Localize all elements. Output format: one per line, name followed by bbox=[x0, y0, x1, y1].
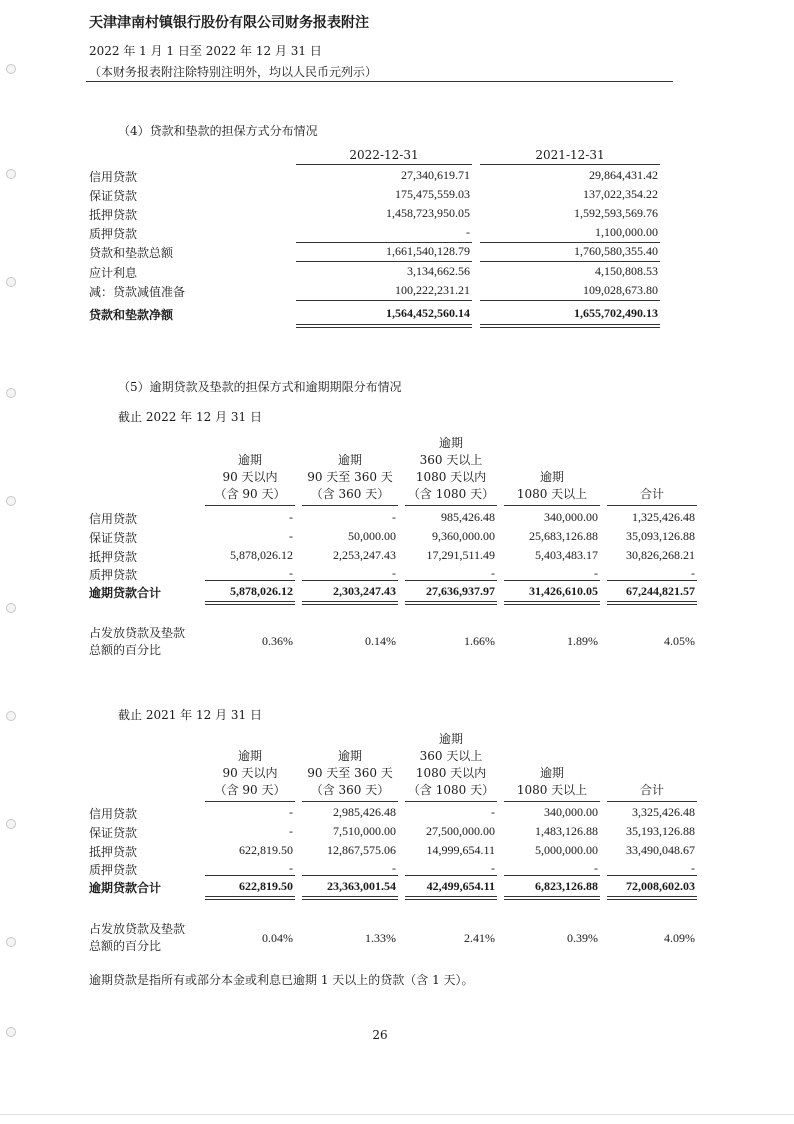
pct-label-line2: 总额的百分比 bbox=[89, 643, 162, 657]
cell: - bbox=[594, 861, 598, 875]
row-label: 质押贷款 bbox=[89, 227, 138, 241]
row-label: 抵押贷款 bbox=[89, 550, 138, 564]
punch-hole-icon bbox=[6, 603, 16, 613]
col-header-overdue-90: 逾期 90 天以内 （含 90 天） bbox=[214, 453, 286, 501]
double-rule bbox=[205, 601, 295, 605]
cell: - bbox=[392, 510, 396, 524]
pct-cell: 0.14% bbox=[365, 634, 396, 648]
cell: 27,500,000.00 bbox=[426, 824, 495, 838]
subtotal-rule bbox=[296, 242, 472, 243]
punch-hole-icon bbox=[6, 64, 16, 74]
double-rule bbox=[504, 601, 600, 605]
total-rule bbox=[480, 300, 660, 301]
cell: 12,867,575.06 bbox=[327, 843, 396, 857]
col-rule bbox=[480, 164, 660, 165]
cell: - bbox=[691, 566, 695, 580]
subtotal-rule bbox=[296, 261, 472, 262]
cell: 985,426.48 bbox=[441, 510, 495, 524]
cell: 340,000.00 bbox=[544, 805, 598, 819]
cell: 2,985,426.48 bbox=[333, 805, 396, 819]
as-of-date: 截止 2022 年 12 月 31 日 bbox=[118, 410, 262, 424]
total-cell: 6,823,126.88 bbox=[535, 879, 598, 893]
row-label: 保证贷款 bbox=[89, 189, 138, 203]
row-label: 质押贷款 bbox=[89, 863, 138, 877]
cell-2021: 1,100,000.00 bbox=[595, 225, 658, 239]
punch-hole-icon bbox=[6, 496, 16, 506]
cell: 5,403,483.17 bbox=[535, 548, 598, 562]
cell-2021: 1,760,580,355.40 bbox=[574, 244, 658, 258]
page-bottom-rule bbox=[0, 1114, 794, 1115]
cell: 35,193,126.88 bbox=[626, 824, 695, 838]
cell: 5,878,026.12 bbox=[230, 548, 293, 562]
cell: 7,510,000.00 bbox=[333, 824, 396, 838]
cell: - bbox=[392, 566, 396, 580]
cell-2022: - bbox=[466, 225, 470, 239]
double-rule bbox=[607, 896, 697, 900]
pct-cell: 4.05% bbox=[664, 634, 695, 648]
cell: 30,826,268.21 bbox=[626, 548, 695, 562]
cell-2022: 1,661,540,128.79 bbox=[386, 244, 470, 258]
pct-label-line2: 总额的百分比 bbox=[89, 939, 162, 953]
cell-2022: 175,475,559.03 bbox=[395, 187, 470, 201]
punch-hole-icon bbox=[6, 937, 16, 947]
cell: - bbox=[491, 861, 495, 875]
total-rule bbox=[302, 580, 398, 581]
cell-2022: 1,564,452,560.14 bbox=[386, 306, 470, 320]
cell: - bbox=[289, 529, 293, 543]
total-row-label: 逾期贷款合计 bbox=[89, 881, 162, 895]
punch-hole-icon bbox=[6, 711, 16, 721]
section5-title: （5）逾期贷款及垫款的担保方式和逾期期限分布情况 bbox=[118, 380, 402, 394]
cell: 35,093,126.88 bbox=[626, 529, 695, 543]
total-cell: 72,008,602.03 bbox=[626, 879, 695, 893]
col-header-overdue-over-1080: 逾期 1080 天以上 bbox=[516, 470, 588, 501]
pct-cell: 4.09% bbox=[664, 931, 695, 945]
cell-2022: 1,458,723,950.05 bbox=[386, 206, 470, 220]
cell: - bbox=[289, 566, 293, 580]
punch-hole-icon bbox=[6, 388, 16, 398]
section4-title: （4）贷款和垫款的担保方式分布情况 bbox=[118, 124, 318, 138]
cell-2021: 1,592,593,569.76 bbox=[574, 206, 658, 220]
total-cell: 42,499,654.11 bbox=[426, 879, 495, 893]
cell-2021: 29,864,431.42 bbox=[589, 168, 658, 182]
col-rule bbox=[607, 505, 697, 506]
page-number: 26 bbox=[372, 1028, 388, 1042]
report-title: 天津津南村镇银行股份有限公司财务报表附注 bbox=[89, 15, 369, 31]
pct-cell: 0.36% bbox=[262, 634, 293, 648]
total-rule bbox=[504, 875, 600, 876]
punch-hole-icon bbox=[6, 277, 16, 287]
col-header-total: 合计 bbox=[639, 783, 664, 797]
total-cell: 31,426,610.05 bbox=[529, 584, 598, 598]
cell: 340,000.00 bbox=[544, 510, 598, 524]
cell: 33,490,048.67 bbox=[626, 843, 695, 857]
cell: - bbox=[289, 805, 293, 819]
row-label: 贷款和垫款总额 bbox=[89, 246, 174, 260]
col-header-overdue-over-1080: 逾期 1080 天以上 bbox=[516, 766, 588, 797]
cell: 1,483,126.88 bbox=[535, 824, 598, 838]
cell: 17,291,511.49 bbox=[426, 548, 495, 562]
pct-cell: 2.41% bbox=[464, 931, 495, 945]
cell-2021: 109,028,673.80 bbox=[583, 283, 658, 297]
cell: - bbox=[289, 861, 293, 875]
cell: - bbox=[289, 824, 293, 838]
total-rule bbox=[405, 580, 497, 581]
col-rule bbox=[607, 801, 697, 802]
cell: - bbox=[289, 510, 293, 524]
net-row-label: 贷款和垫款净额 bbox=[89, 308, 174, 322]
col-rule bbox=[205, 505, 295, 506]
double-rule bbox=[205, 896, 295, 900]
col-rule bbox=[504, 801, 600, 802]
col-rule bbox=[405, 505, 497, 506]
row-label: 保证贷款 bbox=[89, 826, 138, 840]
total-row-label: 逾期贷款合计 bbox=[89, 586, 162, 600]
total-rule bbox=[296, 300, 472, 301]
cell-2022: 3,134,662.56 bbox=[407, 264, 470, 278]
row-label: 应计利息 bbox=[89, 266, 138, 280]
col-header-2021: 2021-12-31 bbox=[535, 148, 605, 162]
col-header-2022: 2022-12-31 bbox=[349, 148, 419, 162]
pct-cell: 0.04% bbox=[262, 931, 293, 945]
cell-2021: 1,655,702,490.13 bbox=[574, 306, 658, 320]
cell: 14,999,654.11 bbox=[426, 843, 495, 857]
double-rule bbox=[302, 896, 398, 900]
pct-cell: 0.39% bbox=[567, 931, 598, 945]
row-label: 信用贷款 bbox=[89, 807, 138, 821]
total-cell: 622,819.50 bbox=[239, 879, 293, 893]
total-cell: 23,363,001.54 bbox=[327, 879, 396, 893]
total-rule bbox=[302, 875, 398, 876]
cell: 622,819.50 bbox=[239, 843, 293, 857]
col-header-overdue-90: 逾期 90 天以内 （含 90 天） bbox=[214, 749, 286, 797]
pct-label-line1: 占发放贷款及垫款 bbox=[89, 626, 186, 640]
col-rule bbox=[302, 505, 398, 506]
row-label: 抵押贷款 bbox=[89, 208, 138, 222]
punch-hole-icon bbox=[6, 819, 16, 829]
as-of-date: 截止 2021 年 12 月 31 日 bbox=[118, 708, 262, 722]
pct-label-line1: 占发放贷款及垫款 bbox=[89, 922, 186, 936]
subtotal-rule bbox=[480, 242, 660, 243]
double-rule bbox=[504, 896, 600, 900]
cell: - bbox=[491, 805, 495, 819]
col-rule bbox=[504, 505, 600, 506]
double-rule bbox=[480, 324, 660, 328]
total-rule bbox=[504, 580, 600, 581]
cell-2021: 4,150,808.53 bbox=[595, 264, 658, 278]
total-rule bbox=[205, 580, 295, 581]
double-rule bbox=[405, 896, 497, 900]
subtotal-rule bbox=[480, 261, 660, 262]
header-rule bbox=[86, 81, 673, 82]
cell: 9,360,000.00 bbox=[432, 529, 495, 543]
cell-2022: 100,222,231.21 bbox=[395, 283, 470, 297]
total-cell: 67,244,821.57 bbox=[626, 584, 695, 598]
row-label: 保证贷款 bbox=[89, 531, 138, 545]
pct-cell: 1.89% bbox=[567, 634, 598, 648]
cell: - bbox=[594, 566, 598, 580]
total-rule bbox=[405, 875, 497, 876]
total-cell: 5,878,026.12 bbox=[230, 584, 293, 598]
row-label: 抵押贷款 bbox=[89, 845, 138, 859]
col-rule bbox=[205, 801, 295, 802]
row-label: 减：贷款减值准备 bbox=[89, 285, 186, 299]
col-header-overdue-360: 逾期 90 天至 360 天 （含 360 天） bbox=[307, 749, 393, 797]
double-rule bbox=[302, 601, 398, 605]
cell: 3,325,426.48 bbox=[632, 805, 695, 819]
footnote: 逾期贷款是指所有或部分本金或利息已逾期 1 天以上的贷款（含 1 天）。 bbox=[89, 973, 474, 987]
row-label: 信用贷款 bbox=[89, 512, 138, 526]
double-rule bbox=[607, 601, 697, 605]
cell: - bbox=[491, 566, 495, 580]
cell: 25,683,126.88 bbox=[529, 529, 598, 543]
report-period: 2022 年 1 月 1 日至 2022 年 12 月 31 日 bbox=[89, 44, 322, 58]
col-header-overdue-1080: 逾期 360 天以上 1080 天以内 （含 1080 天） bbox=[407, 732, 495, 797]
total-rule bbox=[607, 875, 697, 876]
cell-2021: 137,022,354.22 bbox=[583, 187, 658, 201]
col-header-overdue-1080: 逾期 360 天以上 1080 天以内 （含 1080 天） bbox=[407, 436, 495, 501]
col-rule bbox=[296, 164, 472, 165]
cell: 5,000,000.00 bbox=[535, 843, 598, 857]
total-rule bbox=[607, 580, 697, 581]
col-header-total: 合计 bbox=[639, 487, 664, 501]
cell: 1,325,426.48 bbox=[632, 510, 695, 524]
cell-2022: 27,340,619.71 bbox=[401, 168, 470, 182]
col-rule bbox=[405, 801, 497, 802]
col-rule bbox=[302, 801, 398, 802]
punch-hole-icon bbox=[6, 169, 16, 179]
double-rule bbox=[296, 324, 472, 328]
row-label: 质押贷款 bbox=[89, 568, 138, 582]
col-header-overdue-360: 逾期 90 天至 360 天 （含 360 天） bbox=[307, 453, 393, 501]
cell: 50,000.00 bbox=[348, 529, 396, 543]
pct-cell: 1.33% bbox=[365, 931, 396, 945]
total-cell: 2,303,247.43 bbox=[333, 584, 396, 598]
total-rule bbox=[205, 875, 295, 876]
cell: - bbox=[691, 861, 695, 875]
row-label: 信用贷款 bbox=[89, 170, 138, 184]
report-note: （本财务报表附注除特别注明外，均以人民币元列示） bbox=[89, 65, 378, 79]
cell: - bbox=[392, 861, 396, 875]
pct-cell: 1.66% bbox=[464, 634, 495, 648]
cell: 2,253,247.43 bbox=[333, 548, 396, 562]
total-cell: 27,636,937.97 bbox=[426, 584, 495, 598]
double-rule bbox=[405, 601, 497, 605]
